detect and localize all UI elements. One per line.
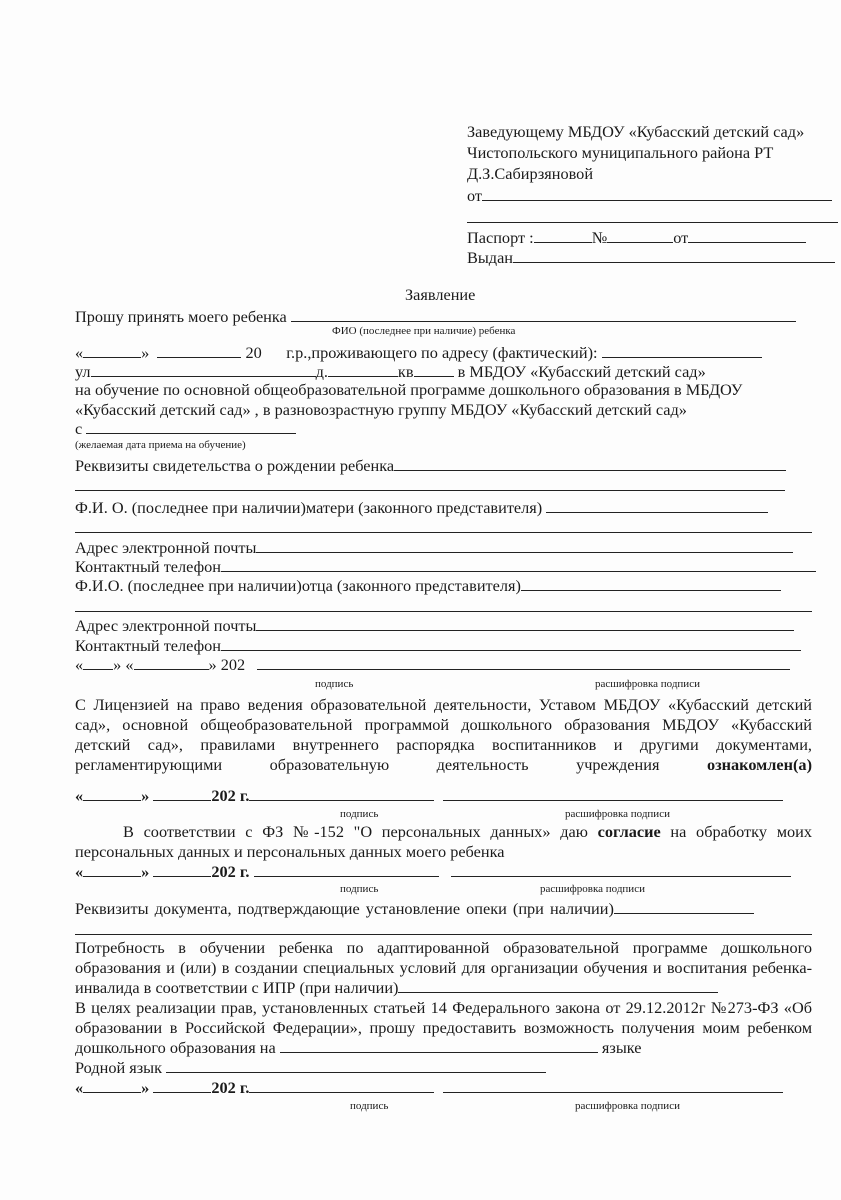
birth-cert-label: Реквизиты свидетельства о рождении ребенка: [75, 456, 395, 475]
start-date-field[interactable]: [75, 419, 296, 438]
quote: «: [125, 655, 134, 674]
language-paragraph[interactable]: [75, 998, 812, 1058]
phone-label: Контактный телефон: [75, 636, 221, 655]
passport-label: Паспорт :: [467, 228, 534, 247]
consent-bold: согласие: [597, 822, 661, 841]
mother-label: Ф.И. О. (последнее при наличии)матери (законного представителя): [75, 498, 543, 517]
signature-caption: подпись: [315, 678, 354, 690]
quote: »: [141, 786, 150, 805]
adapted-program-field[interactable]: [75, 938, 812, 998]
quote: »: [141, 343, 150, 362]
child-name-field[interactable]: [75, 307, 796, 326]
date-signature-line-3[interactable]: [75, 862, 791, 881]
language-text: В целях реализации прав, установленных статьей 14 Федерального закона от 29.12.2012г №273-ФЗ «Об образовании в Российской Федерации», прошу предоставить возможность получения моим ребенком дошкольного образования на: [75, 998, 812, 1057]
language-suffix: языке: [601, 1038, 642, 1057]
start-date-caption: (желаемая дата приема на обучение): [75, 439, 246, 451]
mother-line2[interactable]: [75, 532, 812, 533]
consent-text: В соответствии с ФЗ №-152 "О персональных данных» даю: [123, 822, 598, 841]
decode-caption: расшифровка подписи: [595, 678, 700, 690]
mother-phone-field[interactable]: [75, 557, 816, 576]
license-text: С Лицензией на право ведения образовательной деятельности, Уставом МБДОУ «Кубасский детский сад», основной общеобразовательной программой дошкольного образования МБДОУ «Кубасский детский сад», правилами внутреннего распорядка воспитанников и другими документами, регламентирующими образовательную деятельность учреждения: [75, 695, 812, 774]
guardianship-label: Реквизиты документа, подтверждающие установление опеки (при наличии): [75, 899, 614, 918]
quote: »: [141, 862, 150, 881]
father-field[interactable]: [75, 576, 781, 595]
address-label: г.р.,проживающего по адресу (фактический):: [286, 343, 598, 362]
birth-date-address-field[interactable]: [75, 343, 762, 362]
number-label: №: [591, 228, 608, 247]
quote: «: [75, 786, 84, 805]
father-line2[interactable]: [75, 611, 812, 612]
license-paragraph: [75, 695, 812, 775]
document-title: Заявление: [405, 285, 476, 304]
birth-cert-field[interactable]: [75, 456, 786, 475]
signature-caption: подпись: [340, 883, 379, 895]
year-label: 20: [245, 343, 262, 362]
street-field[interactable]: [75, 362, 706, 381]
apt-label: кв: [397, 362, 414, 381]
quote: »: [141, 1078, 150, 1097]
adapted-text: Потребность в обучении ребенка по адаптированной образовательной программе дошкольного образования и (или) в создании специальных условий для организации обучения и воспитания ребенка-инвалида в соответствии с ИПР (при наличии): [75, 938, 812, 997]
program-line: на обучение по основной общеобразовательной программе дошкольного образования в МБДОУ: [75, 380, 743, 399]
father-label: Ф.И.О. (последнее при наличии)отца (законного представителя): [75, 576, 521, 595]
from-field[interactable]: [467, 186, 832, 205]
house-label: д.: [315, 362, 328, 381]
from-date-label: с: [75, 419, 83, 438]
date-signature-line-4[interactable]: [75, 1078, 783, 1097]
issued-label: Выдан: [467, 248, 514, 267]
guardianship-field[interactable]: [75, 899, 754, 918]
email-label: Адрес электронной почты: [75, 616, 257, 635]
addressee-line1: Заведующему МБДОУ «Кубасский детский сад»: [467, 122, 805, 141]
mother-field[interactable]: [75, 498, 768, 517]
native-language-field[interactable]: [75, 1058, 546, 1077]
birth-cert-line2[interactable]: [75, 490, 785, 491]
year-label: 202 г.: [211, 1078, 250, 1097]
consent-paragraph: [75, 822, 812, 862]
passport-from-label: от: [673, 228, 689, 247]
consent-text2: на обработку моих персональных данных и персональных данных моего ребенка: [75, 822, 812, 861]
father-email-field[interactable]: [75, 616, 794, 635]
year-label: » 202: [208, 655, 246, 674]
decode-caption: расшифровка подписи: [565, 808, 670, 820]
guardianship-line2[interactable]: [75, 934, 812, 935]
mother-email-field[interactable]: [75, 538, 793, 557]
street-label: ул: [75, 362, 91, 381]
date-signature-line-1[interactable]: [75, 655, 790, 674]
year-label: 202 г.: [211, 786, 250, 805]
group-line: «Кубасский детский сад» , в разновозрастную группу МБДОУ «Кубасский детский сад»: [75, 400, 687, 419]
decode-caption: расшифровка подписи: [540, 883, 645, 895]
acknowledged-text: ознакомлен(а): [706, 755, 812, 774]
quote: «: [75, 862, 84, 881]
year-label: 202 г.: [211, 862, 250, 881]
passport-field[interactable]: [467, 228, 806, 247]
child-name-caption: ФИО (последнее при наличие) ребенка: [332, 325, 516, 337]
signature-caption: подпись: [350, 1100, 389, 1112]
request-label: Прошу принять моего ребенка: [75, 307, 287, 326]
signature-caption: подпись: [340, 808, 379, 820]
school-text: в МБДОУ «Кубасский детский сад»: [457, 362, 706, 381]
phone-label: Контактный телефон: [75, 557, 221, 576]
from-field-line2[interactable]: [467, 222, 838, 223]
native-language-label: Родной язык: [75, 1058, 163, 1077]
date-signature-line-2[interactable]: [75, 786, 783, 805]
quote: «: [75, 343, 84, 362]
quote: «: [75, 655, 84, 674]
addressee-line3: Д.З.Сабирзяновой: [467, 164, 594, 183]
decode-caption: расшифровка подписи: [575, 1100, 680, 1112]
addressee-line2: Чистопольского муниципального района РТ: [467, 143, 774, 162]
quote: »: [113, 655, 122, 674]
from-label: от: [467, 186, 483, 205]
quote: «: [75, 1078, 84, 1097]
email-label: Адрес электронной почты: [75, 538, 257, 557]
issued-field[interactable]: [467, 248, 835, 267]
father-phone-field[interactable]: [75, 636, 801, 655]
